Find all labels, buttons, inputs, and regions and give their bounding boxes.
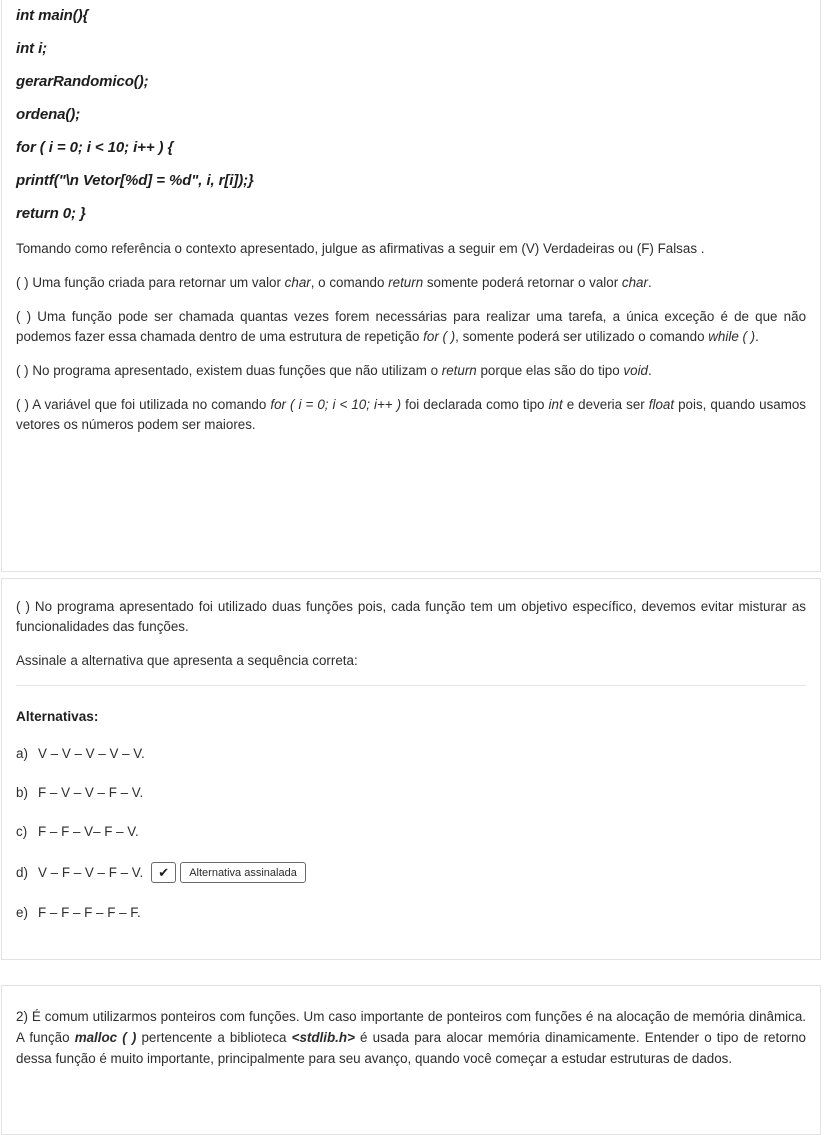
statement-marker: ( ) [16,397,29,412]
alternative-letter: c) [16,824,28,839]
statement-text: Uma função criada para retornar um valor [28,275,285,290]
question-2-card [1,985,821,1135]
code-line: int i; [16,40,48,57]
statement-5: ( ) No programa apresentado foi utilizado duas funções pois, cada função tem um objetivo específico, devemos evitar misturar as funcionalidades das funções. [16,599,806,634]
statement-text: . [648,363,652,378]
question-2-text: é usada para alocar memória dinamicamente. Entender o tipo de retorno dessa função é muito importante, principalmente para seu avanço, quando você começar a estudar estruturas de dados. [16,1030,807,1066]
question-1-instruction: Assinale a alternativa que apresenta a sequência correta: [16,653,358,668]
statement-text: . [755,329,759,344]
statement-text: porque elas são do tipo [476,363,624,378]
statement-marker: ( ) [16,309,32,324]
section-divider [16,685,806,686]
code-line: for ( i = 0; i < 10; i++ ) { [16,139,174,156]
selected-answer-badge: Alternativa assinalada [180,862,306,883]
question-1-intro: Tomando como referência o contexto apresentado, julgue as afirmativas a seguir em (V) Verdadeiras ou (F) Falsas . [16,241,705,256]
statement-emphasis: float [648,397,675,412]
statement-text: e deveria ser [562,397,649,412]
statement-3 [16,361,806,381]
statement-emphasis: char [284,275,311,290]
statement-text: somente poderá retornar o valor [423,275,622,290]
code-line: printf("\n Vetor[%d] = %d", i, r[i]);} [16,172,254,189]
statement-emphasis: while ( ) [708,329,756,344]
alternative-letter: a) [16,746,28,761]
alternative-letter: d) [16,864,28,880]
question-1-answer-card [1,578,821,960]
alternatives-list [16,745,806,922]
statement-4 [16,395,806,435]
statement-emphasis: for ( ) [423,329,456,344]
statement-2 [16,307,806,347]
alternative-option-a[interactable] [16,745,806,763]
alternatives-heading: Alternativas: [16,709,99,724]
code-snippet [16,0,806,221]
statement-text: No programa apresentado, existem duas funções que não utilizam o [28,363,442,378]
alternative-option-d[interactable] [16,862,806,883]
question-2-statement [16,986,806,1069]
code-line: gerarRandomico(); [16,73,149,90]
statement-emphasis: return [441,363,477,378]
question-2-emphasis: <stdlib.h> [291,1030,355,1045]
statement-emphasis: for ( i = 0; i < 10; i++ ) [270,397,402,412]
question-2-number: 2) [16,1009,28,1024]
alternative-text: F – V – V – F – V. [38,785,144,800]
code-line: return 0; } [16,205,86,222]
statement-emphasis: void [623,363,648,378]
alternative-text: V – V – V – V – V. [38,746,145,761]
statement-text: Uma função pode ser chamada quantas vezes forem necessárias para realizar uma tarefa, a única exceção é de que não podemos fazer essa chamada dentro de uma estrutura de repetição [16,309,807,344]
statement-marker: ( ) [16,275,29,290]
statement-text: , somente poderá ser utilizado o comando [455,329,709,344]
statement-text: . [647,275,652,290]
statement-1 [16,273,806,293]
question-2-text: É comum utilizarmos ponteiros com funções. Um caso importante de ponteiros com funções é na alocação de memória dinâmica. A função [16,1009,806,1045]
alternative-text: V – F – V – F – V. [38,864,144,880]
alternative-text: F – F – F – F – F. [38,905,141,920]
alternative-letter: b) [16,785,28,800]
question-2-emphasis: malloc ( ) [74,1030,137,1045]
check-icon[interactable]: ✔ [151,862,176,883]
statement-emphasis: return [388,275,424,290]
code-line: int main(){ [16,7,89,24]
statement-emphasis: char [621,275,648,290]
statement-text: A variável que foi utilizada no comando [28,397,271,412]
question-2-text: pertencente a biblioteca [136,1030,292,1045]
statement-text: foi declarada como tipo [401,397,549,412]
statement-text: , o comando [310,275,389,290]
alternative-option-e[interactable] [16,904,806,922]
statement-emphasis: int [548,397,563,412]
statement-text: pois, quando usamos vetores os números podem ser maiores. [16,397,807,432]
code-line: ordena(); [16,106,81,123]
alternative-option-c[interactable] [16,823,806,841]
alternative-option-b[interactable] [16,784,806,802]
selected-answer-indicator [151,862,306,883]
alternative-letter: e) [16,905,28,920]
statement-marker: ( ) [16,363,29,378]
question-1-context-card [1,0,821,572]
alternative-text: F – F – V– F – V. [38,824,139,839]
